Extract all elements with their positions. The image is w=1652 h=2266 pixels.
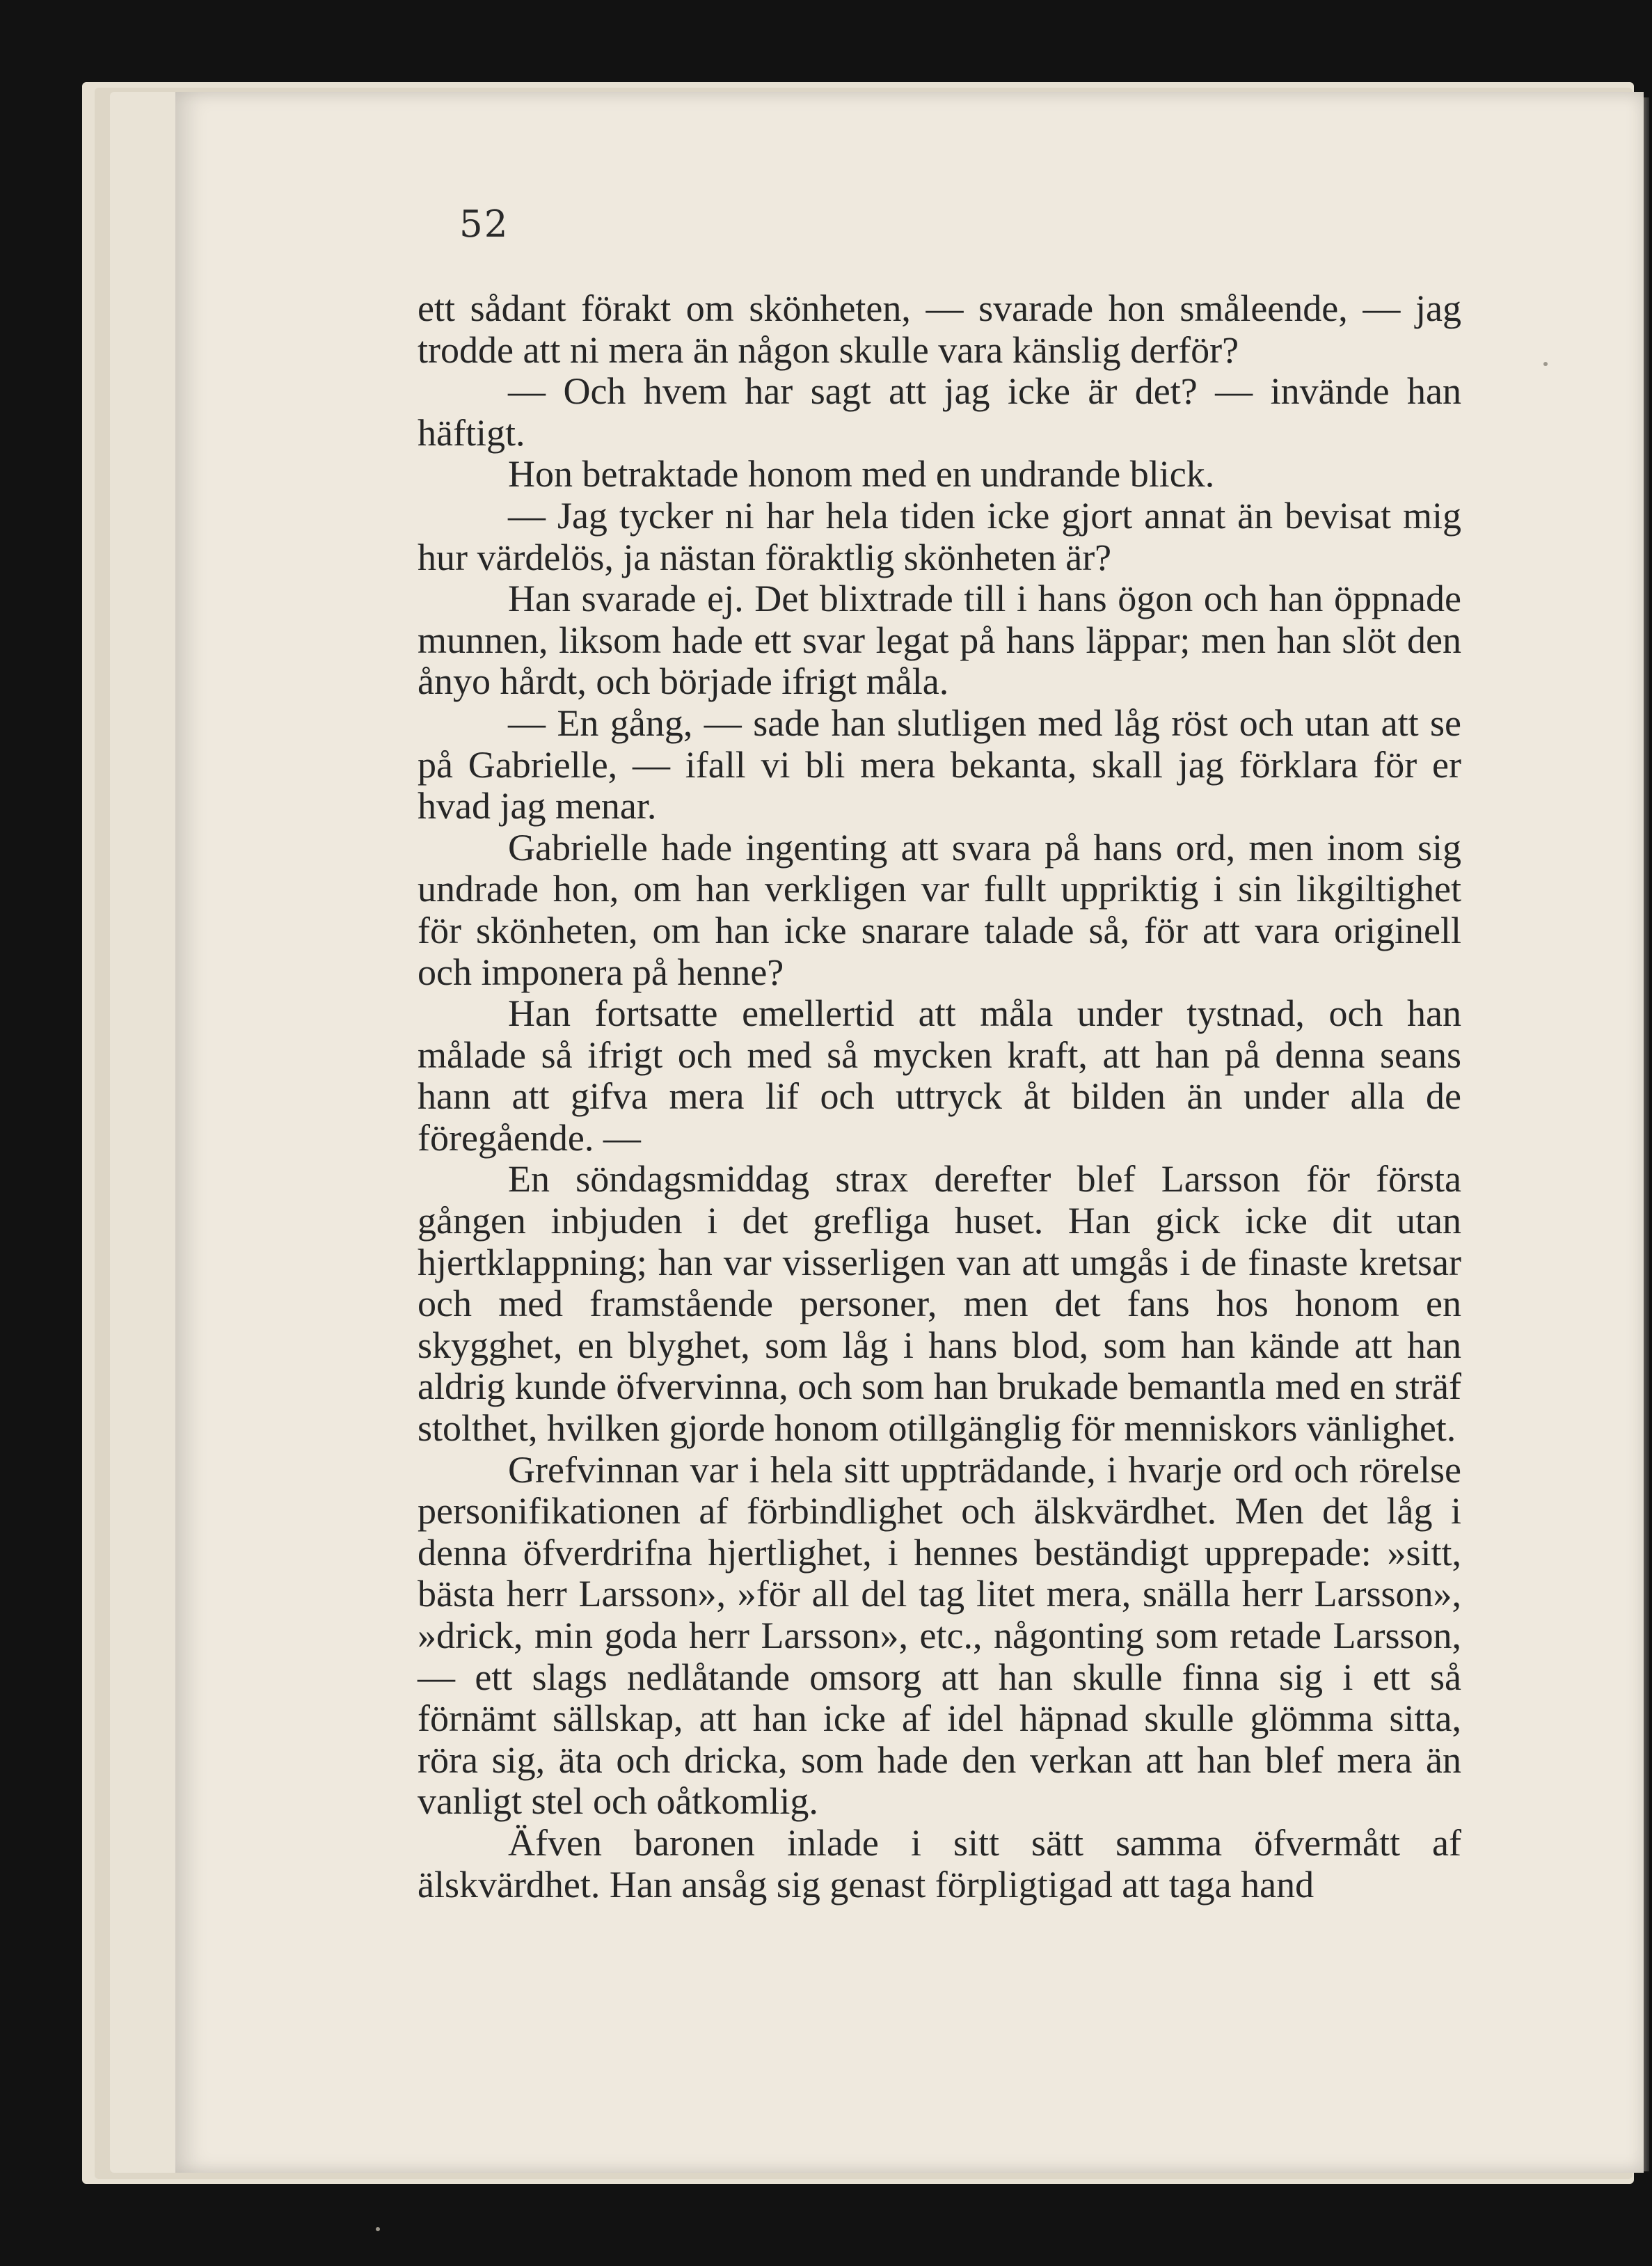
page-body-text: [418, 288, 1461, 1906]
paper-speck: [376, 2227, 380, 2231]
paragraph: Hon betraktade honom med en undrande blick.: [508, 453, 1215, 496]
page-number: 52: [459, 203, 509, 246]
paragraph: Äfven baronen inlade i sitt sätt samma öfvermått af älskvärdhet. Han ansåg sig genast förpligtigad att taga hand: [418, 1821, 1461, 1906]
paragraph: Han fortsatte emellertid att måla under tystnad, och han målade så ifrigt och med så mycken kraft, att han på denna seans hann att gifva mera lif och uttryck åt bilden än under alla de föregående. —: [418, 992, 1461, 1159]
paragraph: — Och hvem har sagt att jag icke är det? — invände han häftigt.: [418, 370, 1461, 454]
paragraph: En söndagsmiddag strax derefter blef Larsson för första gången inbjuden i det grefliga huset. Han gick icke dit utan hjertklappning; han var visserligen van att umgås i de finaste kretsar och med framstående personer, men det fans hos honom en skygghet, en blyghet, som låg i hans blod, som han kände att han aldrig kunde öfvervinna, och som han brukade bemantla med en sträf stolthet, hvilken gjorde honom otillgänglig för menniskors vänlighet.: [418, 1158, 1461, 1450]
paper-speck: [1543, 362, 1548, 366]
paragraph: — En gång, — sade han slutligen med låg röst och utan att se på Gabrielle, — ifall vi bli mera bekanta, skall jag förklara för er hvad jag menar.: [418, 702, 1461, 827]
paragraph: Grefvinnan var i hela sitt uppträdande, i hvarje ord och rörelse personifikationen af förbindlighet och älskvärdhet. Men det låg i denna öfverdrifna hjertlighet, i hennes beständigt upprepade: »sitt, bästa herr Larsson», »för all del tag litet mera, snälla herr Larsson», »drick, min goda herr Larsson», etc., någonting som retade Larsson, — ett slags nedlåtande omsorg att han skulle finna sig i ett så förnämt sällskap, att han icke af idel häpnad skulle glömma sitta, röra sig, äta och dricka, som hade den verkan att han blef mera än vanligt stel och oåtkomlig.: [418, 1448, 1461, 1823]
paragraph: — Jag tycker ni har hela tiden icke gjort annat än bevisat mig hur värdelös, ja nästan föraktlig skönheten är?: [418, 494, 1461, 578]
paragraph: Han svarade ej. Det blixtrade till i hans ögon och han öppnade munnen, liksom hade ett svar legat på hans läppar; men han slöt den ånyo hårdt, och började ifrigt måla.: [418, 578, 1461, 703]
paragraph: ett sådant förakt om skönheten, — svarade hon småleende, — jag trodde att ni mera än någon skulle vara känslig derför?: [418, 287, 1461, 371]
paragraph: Gabrielle hade ingenting att svara på hans ord, men inom sig undrade hon, om han verkligen var fullt uppriktig i sin likgiltighet för skönheten, om han icke snarare talade så, för att vara originell och imponera på henne?: [418, 826, 1461, 993]
